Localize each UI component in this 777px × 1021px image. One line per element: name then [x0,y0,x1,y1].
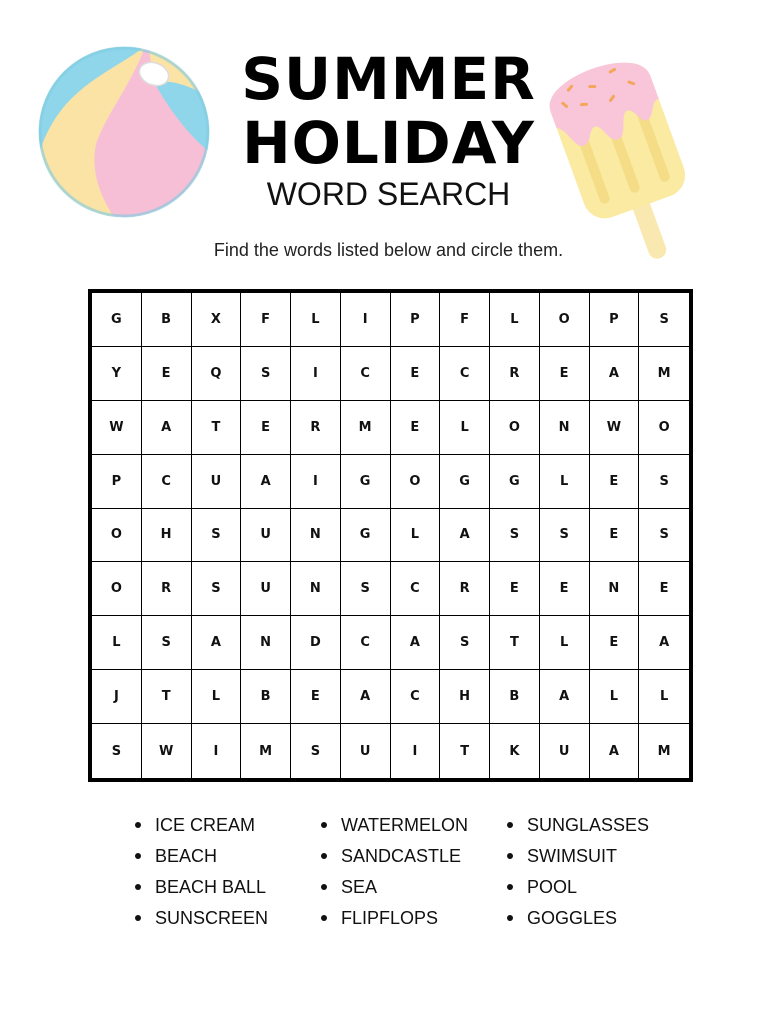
grid-cell[interactable]: O [92,562,142,616]
grid-cell[interactable]: C [391,562,441,616]
grid-cell[interactable]: M [341,401,391,455]
grid-cell[interactable]: I [291,455,341,509]
grid-cell[interactable]: M [639,347,689,401]
bullet-icon [507,884,513,890]
word-label: ICE CREAM [155,814,256,835]
bullet-icon [321,822,327,828]
word-label: SWIMSUIT [527,845,617,866]
grid-cell[interactable]: A [639,616,689,670]
grid-cell[interactable]: A [341,670,391,724]
grid-cell[interactable]: L [639,670,689,724]
grid-cell[interactable]: S [639,509,689,563]
word-label: SUNGLASSES [527,814,650,835]
subtitle: WORD SEARCH [266,176,511,212]
grid-cell[interactable]: B [241,670,291,724]
grid-cell[interactable]: E [540,562,590,616]
bullet-icon [321,915,327,921]
grid-cell[interactable]: I [341,293,391,347]
grid-cell[interactable]: O [639,401,689,455]
grid-cell[interactable]: S [490,509,540,563]
grid-cell[interactable]: B [490,670,540,724]
grid-cell[interactable]: G [92,293,142,347]
grid-cell[interactable]: S [241,347,291,401]
title-line-1: SUMMER [241,45,536,113]
grid-cell[interactable]: S [192,509,242,563]
word-list-item [321,814,507,836]
grid-cell[interactable]: C [391,670,441,724]
bullet-icon [507,915,513,921]
grid-cell[interactable]: G [440,455,490,509]
grid-cell[interactable]: R [490,347,540,401]
word-label: WATERMELON [341,814,469,835]
grid-cell[interactable]: S [540,509,590,563]
grid-cell[interactable]: T [192,401,242,455]
word-list-item [135,907,321,929]
grid-cell[interactable]: X [192,293,242,347]
word-list-item [507,907,693,929]
grid-cell[interactable]: E [391,401,441,455]
word-list-item [507,876,693,898]
grid-cell[interactable]: N [291,562,341,616]
grid-cell[interactable]: K [490,724,540,778]
grid-cell[interactable]: N [291,509,341,563]
grid-cell[interactable]: A [440,509,490,563]
grid-cell[interactable]: E [490,562,540,616]
grid-cell[interactable]: M [241,724,291,778]
grid-cell[interactable]: A [192,616,242,670]
word-label: BEACH [155,845,218,866]
grid-cell[interactable]: O [540,293,590,347]
grid-cell[interactable]: I [192,724,242,778]
grid-cell[interactable]: A [590,347,640,401]
grid-cell[interactable]: S [92,724,142,778]
grid-cell[interactable]: S [142,616,192,670]
grid-cell[interactable]: E [590,616,640,670]
grid-cell[interactable]: F [440,293,490,347]
grid-cell[interactable]: T [490,616,540,670]
grid-cell[interactable]: L [540,616,590,670]
grid-cell[interactable]: U [341,724,391,778]
grid-cell[interactable]: G [490,455,540,509]
grid-cell[interactable]: U [540,724,590,778]
grid-cell[interactable]: S [192,562,242,616]
grid-cell[interactable]: N [540,401,590,455]
grid-cell[interactable]: S [291,724,341,778]
word-label: GOGGLES [527,907,618,928]
grid-cell[interactable]: R [142,562,192,616]
word-label: POOL [527,876,578,897]
grid-cell[interactable]: D [291,616,341,670]
grid-cell[interactable]: R [291,401,341,455]
grid-cell[interactable]: U [241,509,291,563]
grid-cell[interactable]: S [440,616,490,670]
grid-cell[interactable]: I [291,347,341,401]
grid-cell[interactable]: E [241,401,291,455]
bullet-icon [135,853,141,859]
grid-cell[interactable]: H [142,509,192,563]
bullet-icon [135,884,141,890]
title-line-2: HOLIDAY [242,109,535,177]
grid-cell[interactable]: N [241,616,291,670]
grid-cell[interactable]: L [540,455,590,509]
word-list-item [321,845,507,867]
bullet-icon [321,853,327,859]
word-search-grid [88,289,693,782]
grid-cell[interactable]: G [341,509,391,563]
grid-cell[interactable]: L [391,509,441,563]
grid-cell[interactable]: E [540,347,590,401]
bullet-icon [507,822,513,828]
grid-cell[interactable]: J [92,670,142,724]
grid-cell[interactable]: E [590,455,640,509]
grid-cell[interactable]: A [241,455,291,509]
bullet-icon [135,915,141,921]
bullet-icon [507,853,513,859]
word-list-item [135,814,321,836]
grid-cell[interactable]: F [241,293,291,347]
grid-cell[interactable]: H [440,670,490,724]
word-label: SEA [341,876,378,897]
grid-cell[interactable]: U [241,562,291,616]
grid-cell[interactable]: L [490,293,540,347]
grid-cell[interactable]: E [142,347,192,401]
grid-cell[interactable]: E [391,347,441,401]
grid-cell[interactable]: O [391,455,441,509]
word-list-item [135,845,321,867]
grid-cell[interactable]: G [341,455,391,509]
grid-cell[interactable]: E [590,509,640,563]
grid-cell[interactable]: S [341,562,391,616]
grid-cell[interactable]: C [341,347,391,401]
grid-cell[interactable]: U [192,455,242,509]
grid-cell[interactable]: O [490,401,540,455]
grid-cell[interactable]: P [92,455,142,509]
grid-cell[interactable]: M [657,743,671,759]
word-list-item [507,814,693,836]
word-list-item [135,876,321,898]
grid-cell[interactable]: S [639,293,689,347]
grid-cell[interactable]: N [590,562,640,616]
grid-cell[interactable]: L [192,670,242,724]
grid-cell[interactable]: C [341,616,391,670]
word-label: SANDCASTLE [341,845,462,866]
grid-cell[interactable]: P [391,293,441,347]
grid-cell[interactable]: E [291,670,341,724]
grid-cell[interactable]: R [440,562,490,616]
word-label: BEACH BALL [155,876,267,897]
grid-cell[interactable]: O [92,509,142,563]
word-list-item [507,845,693,867]
bullet-icon [321,884,327,890]
bullet-icon [135,822,141,828]
grid-cell[interactable]: T [440,724,490,778]
grid-cell[interactable]: I [391,724,441,778]
grid-cell[interactable]: T [142,670,192,724]
grid-cell[interactable]: L [291,293,341,347]
grid-cell[interactable]: L [92,616,142,670]
grid-cell[interactable]: L [440,401,490,455]
grid-cell[interactable]: C [142,455,192,509]
grid-cell[interactable]: Q [192,347,242,401]
word-label: SUNSCREEN [155,907,269,928]
grid-cell[interactable]: L [590,670,640,724]
grid-cell[interactable]: A [540,670,590,724]
word-list [135,814,695,929]
grid-cell[interactable]: P [590,293,640,347]
grid-cell[interactable]: W [92,401,142,455]
grid-cell[interactable]: S [639,455,689,509]
grid-cell[interactable]: W [590,401,640,455]
word-list-item [321,876,507,898]
grid-cell[interactable]: W [142,724,192,778]
word-list-item [321,907,507,929]
grid-cell[interactable]: C [440,347,490,401]
instructions-text: Find the words listed below and circle them. [213,240,564,260]
grid-cell[interactable]: B [142,293,192,347]
grid-cell[interactable]: Y [92,347,142,401]
grid-cell[interactable]: A [142,401,192,455]
grid-cell[interactable]: A [391,616,441,670]
grid-cell[interactable]: A [590,724,640,778]
grid-cell[interactable]: E [639,562,689,616]
word-label: FLIPFLOPS [341,907,439,928]
